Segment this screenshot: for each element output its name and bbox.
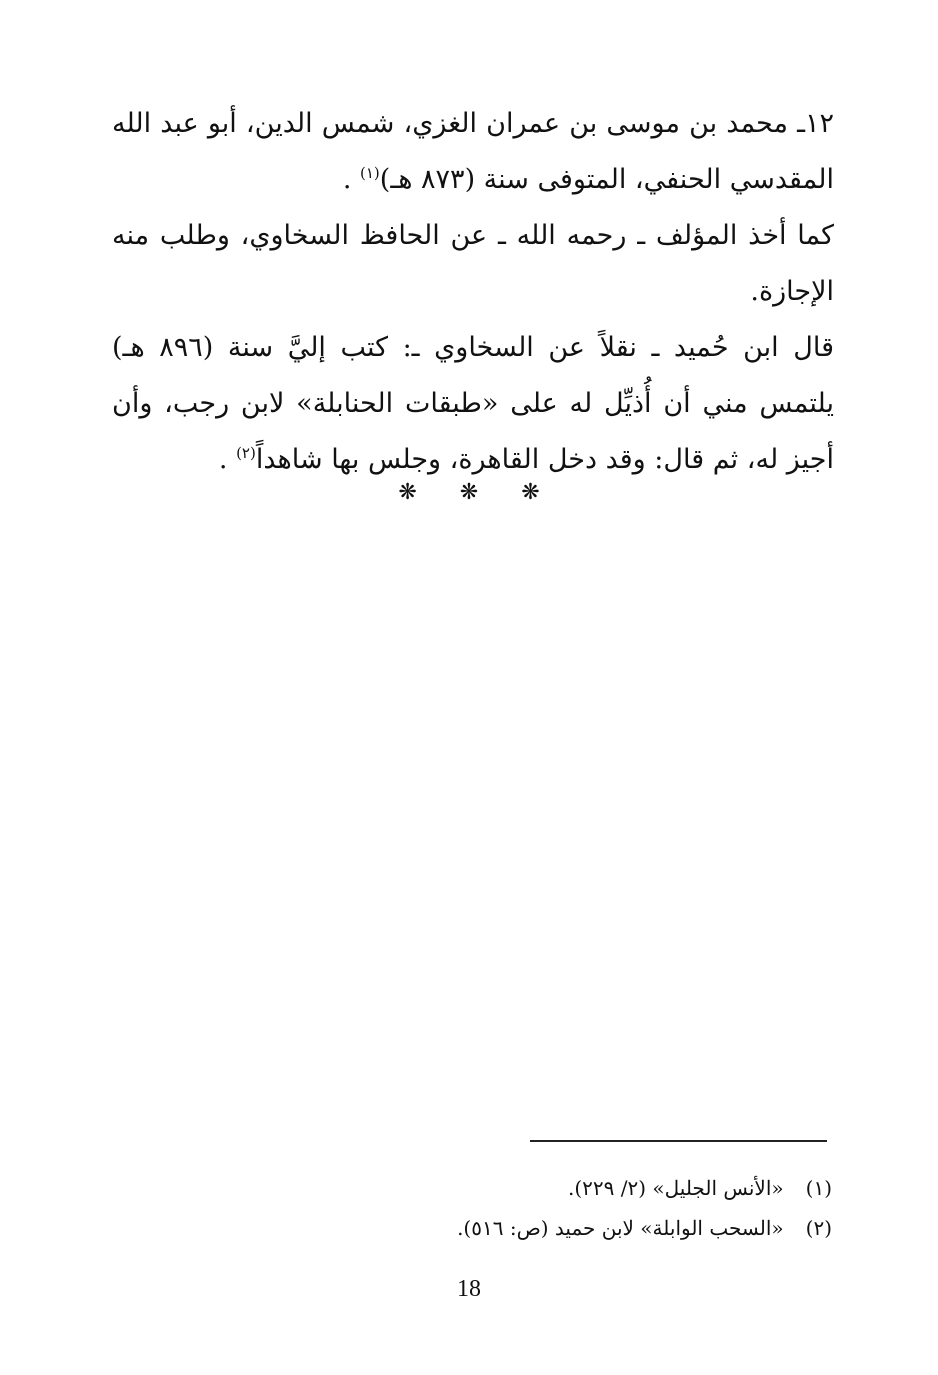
paragraph-ibn-humaid-quote xyxy=(112,320,834,488)
star-ornament-icon: ❋ xyxy=(521,480,540,505)
paragraph-end: . xyxy=(342,164,360,195)
star-ornament-icon: ❋ xyxy=(398,480,417,505)
footnote-1 xyxy=(300,1168,832,1208)
star-ornament-icon: ❋ xyxy=(459,480,479,505)
paragraph-text: قال ابن حُميد ـ نقلاً عن السخاوي ـ: كتب إليَّ سنة (٨٩٦ هـ) يلتمس مني أن أُذيِّل له على «طبقات الحنابلة» لابن رجب، وأن أجيز له، ثم قال: وقد دخل القاهرة، وجلس بها شاهداً xyxy=(112,332,835,475)
footnote-number: (٢) xyxy=(805,1216,832,1240)
paragraph-biography-12 xyxy=(112,96,834,208)
footnote-reference-2: (٢) xyxy=(236,444,256,462)
footnote-2 xyxy=(300,1208,832,1248)
section-separator xyxy=(0,480,938,505)
footnotes xyxy=(300,1168,832,1248)
footnote-divider xyxy=(530,1140,827,1142)
main-text xyxy=(112,96,834,488)
footnote-text: «السحب الوابلة» لابن حميد (ص: ٥١٦). xyxy=(457,1216,784,1240)
paragraph-text: ١٢ـ محمد بن موسى بن عمران الغزي، شمس الدين، أبو عبد الله المقدسي الحنفي، المتوفى سنة (٨٧٣ هـ) xyxy=(112,108,834,195)
footnote-text: «الأنس الجليل» (٢/ ٢٢٩). xyxy=(567,1176,784,1200)
footnote-number: (١) xyxy=(805,1176,832,1200)
page-number: 18 xyxy=(457,1276,481,1302)
paragraph-ijaza: كما أخذ المؤلف ـ رحمه الله ـ عن الحافظ السخاوي، وطلب منه الإجازة. xyxy=(112,220,834,307)
footnote-reference-1: (١) xyxy=(360,164,380,182)
paragraph-end: . xyxy=(218,444,237,475)
